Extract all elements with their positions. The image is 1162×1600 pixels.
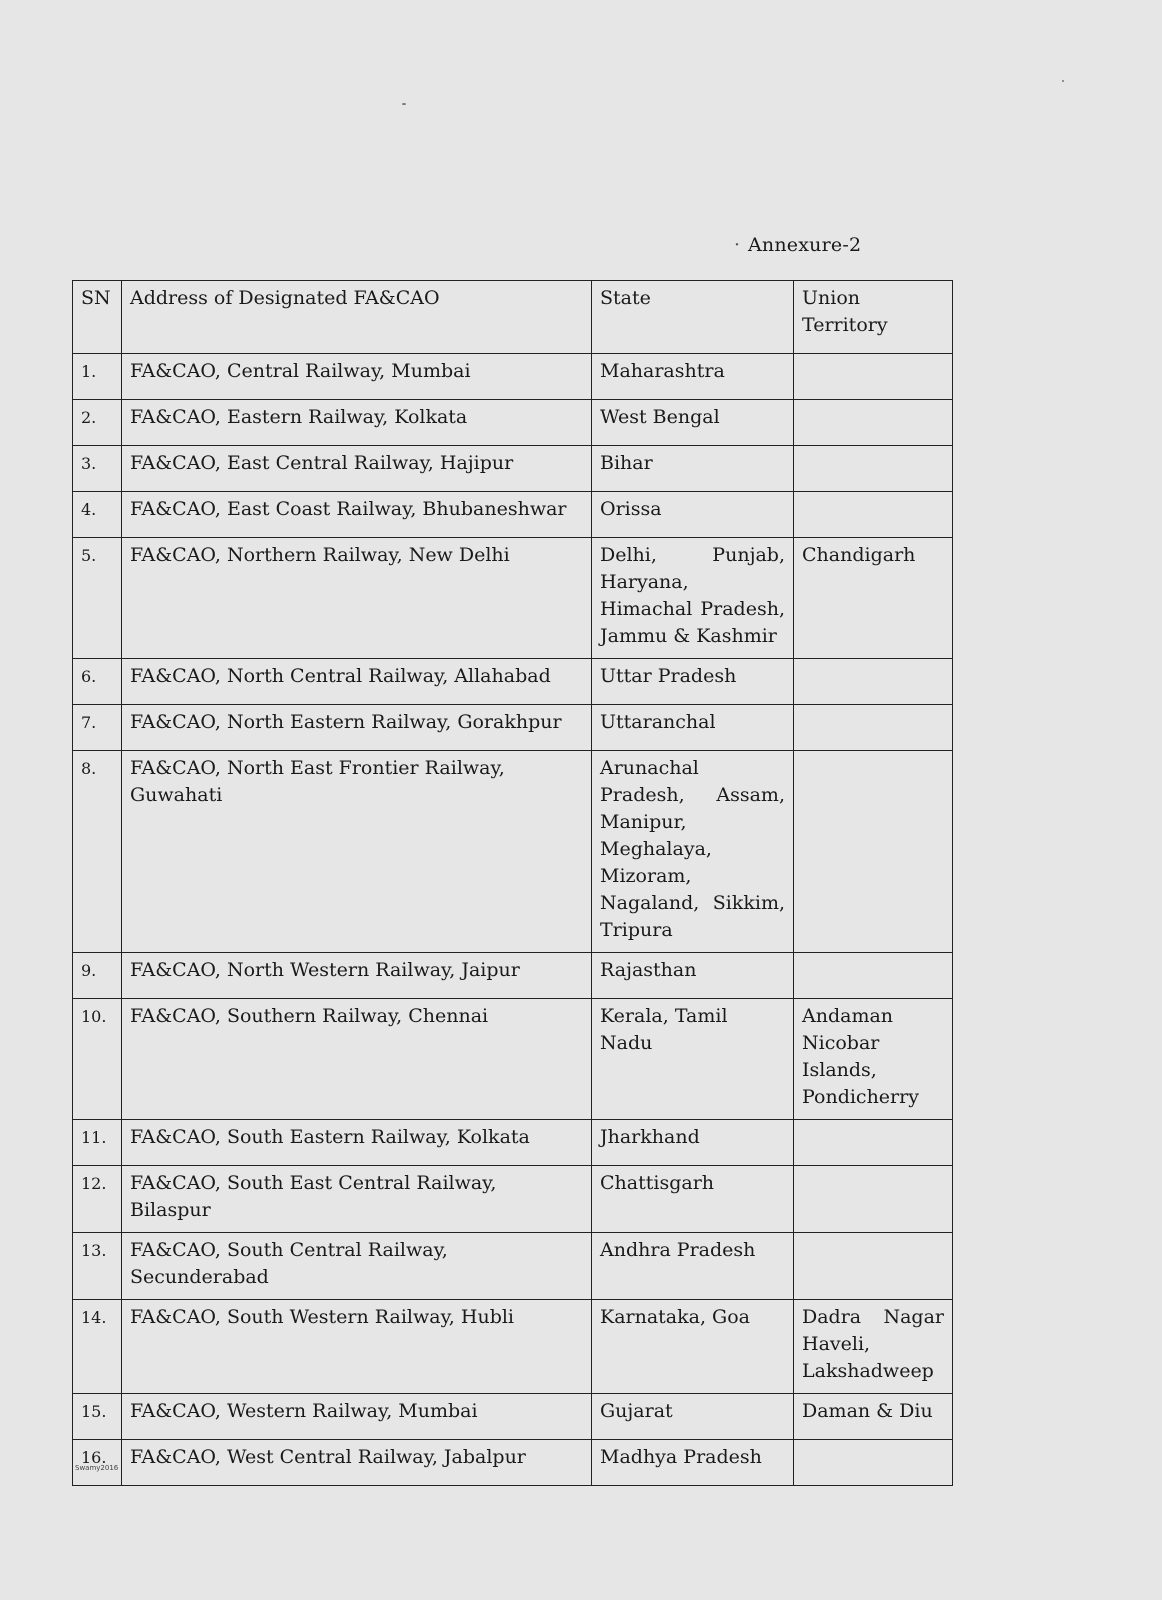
table-row [73,751,953,953]
header-union-territory: Union Territory [794,281,953,354]
table-row [73,400,953,446]
row-sn: 10. [73,999,122,1120]
table-row [73,999,953,1120]
table-row [73,1233,953,1300]
row-address: FA&CAO, South East Central Railway, Bilaspur [122,1166,592,1233]
row-sn: 3. [73,446,122,492]
table-header-row [73,281,953,354]
row-union-territory [794,751,953,953]
table-row [73,659,953,705]
row-sn: 9. [73,953,122,999]
row-union-territory [794,1233,953,1300]
row-union-territory [794,705,953,751]
row-sn: 6. [73,659,122,705]
row-union-territory: Dadra Nagar Haveli, Lakshadweep [794,1300,953,1394]
row-sn: 1. [73,354,122,400]
table-row [73,1440,953,1486]
row-union-territory [794,1440,953,1486]
row-sn: 4. [73,492,122,538]
annexure-label: · Annexure-2 [748,234,861,256]
row-union-territory [794,659,953,705]
table-row [73,1166,953,1233]
row-address: FA&CAO, West Central Railway, Jabalpur [122,1440,592,1486]
row-address: FA&CAO, North Western Railway, Jaipur [122,953,592,999]
table-row [73,705,953,751]
row-address: FA&CAO, East Central Railway, Hajipur [122,446,592,492]
row-sn: 8. [73,751,122,953]
row-state: Uttar Pradesh [592,659,794,705]
row-union-territory [794,492,953,538]
scan-speck [402,103,406,105]
row-sn: 12. [73,1166,122,1233]
header-address: Address of Designated FA&CAO [122,281,592,354]
row-state: Delhi, Punjab, Haryana, Himachal Pradesh, Jammu & Kashmir [592,538,794,659]
header-state: State [592,281,794,354]
row-address: FA&CAO, South Central Railway, Secunderabad [122,1233,592,1300]
row-union-territory [794,1120,953,1166]
table-row [73,1394,953,1440]
row-sn: 7. [73,705,122,751]
table-row [73,492,953,538]
row-union-territory: Andaman Nicobar Islands, Pondicherry [794,999,953,1120]
row-state: Arunachal Pradesh, Assam, Manipur, Meghalaya, Mizoram, Nagaland, Sikkim, Tripura [592,751,794,953]
row-sn: 2. [73,400,122,446]
row-address: FA&CAO, North Eastern Railway, Gorakhpur [122,705,592,751]
row-union-territory [794,1166,953,1233]
fa-cao-table [72,280,953,1486]
row-union-territory [794,354,953,400]
row-address: FA&CAO, Central Railway, Mumbai [122,354,592,400]
row-state: Karnataka, Goa [592,1300,794,1394]
table-row [73,354,953,400]
row-union-territory: Daman & Diu [794,1394,953,1440]
scan-speck [1062,80,1064,82]
row-address: FA&CAO, East Coast Railway, Bhubaneshwar [122,492,592,538]
row-address: FA&CAO, Southern Railway, Chennai [122,999,592,1120]
row-sn: 13. [73,1233,122,1300]
footer-mark: Swamy2016 [75,1464,119,1472]
header-sn: SN [73,281,122,354]
row-sn: 14. [73,1300,122,1394]
row-address: FA&CAO, Western Railway, Mumbai [122,1394,592,1440]
row-state: Kerala, Tamil Nadu [592,999,794,1120]
row-state: Orissa [592,492,794,538]
row-state: Andhra Pradesh [592,1233,794,1300]
row-address: FA&CAO, Eastern Railway, Kolkata [122,400,592,446]
row-sn: 5. [73,538,122,659]
row-sn: 16. [73,1440,122,1486]
row-state: Chattisgarh [592,1166,794,1233]
table-row [73,953,953,999]
row-address: FA&CAO, South Eastern Railway, Kolkata [122,1120,592,1166]
row-address: FA&CAO, North Central Railway, Allahabad [122,659,592,705]
row-sn: 15. [73,1394,122,1440]
row-address: FA&CAO, North East Frontier Railway, Guwahati [122,751,592,953]
row-union-territory [794,953,953,999]
row-state: Jharkhand [592,1120,794,1166]
row-address: FA&CAO, Northern Railway, New Delhi [122,538,592,659]
row-state: Rajasthan [592,953,794,999]
table-row [73,1300,953,1394]
row-sn: 11. [73,1120,122,1166]
row-union-territory: Chandigarh [794,538,953,659]
row-address: FA&CAO, South Western Railway, Hubli [122,1300,592,1394]
table-row [73,1120,953,1166]
row-state: Madhya Pradesh [592,1440,794,1486]
row-state: Uttaranchal [592,705,794,751]
table-row [73,446,953,492]
row-state: Gujarat [592,1394,794,1440]
row-state: Maharashtra [592,354,794,400]
row-state: West Bengal [592,400,794,446]
row-state: Bihar [592,446,794,492]
row-union-territory [794,400,953,446]
table-row [73,538,953,659]
row-union-territory [794,446,953,492]
